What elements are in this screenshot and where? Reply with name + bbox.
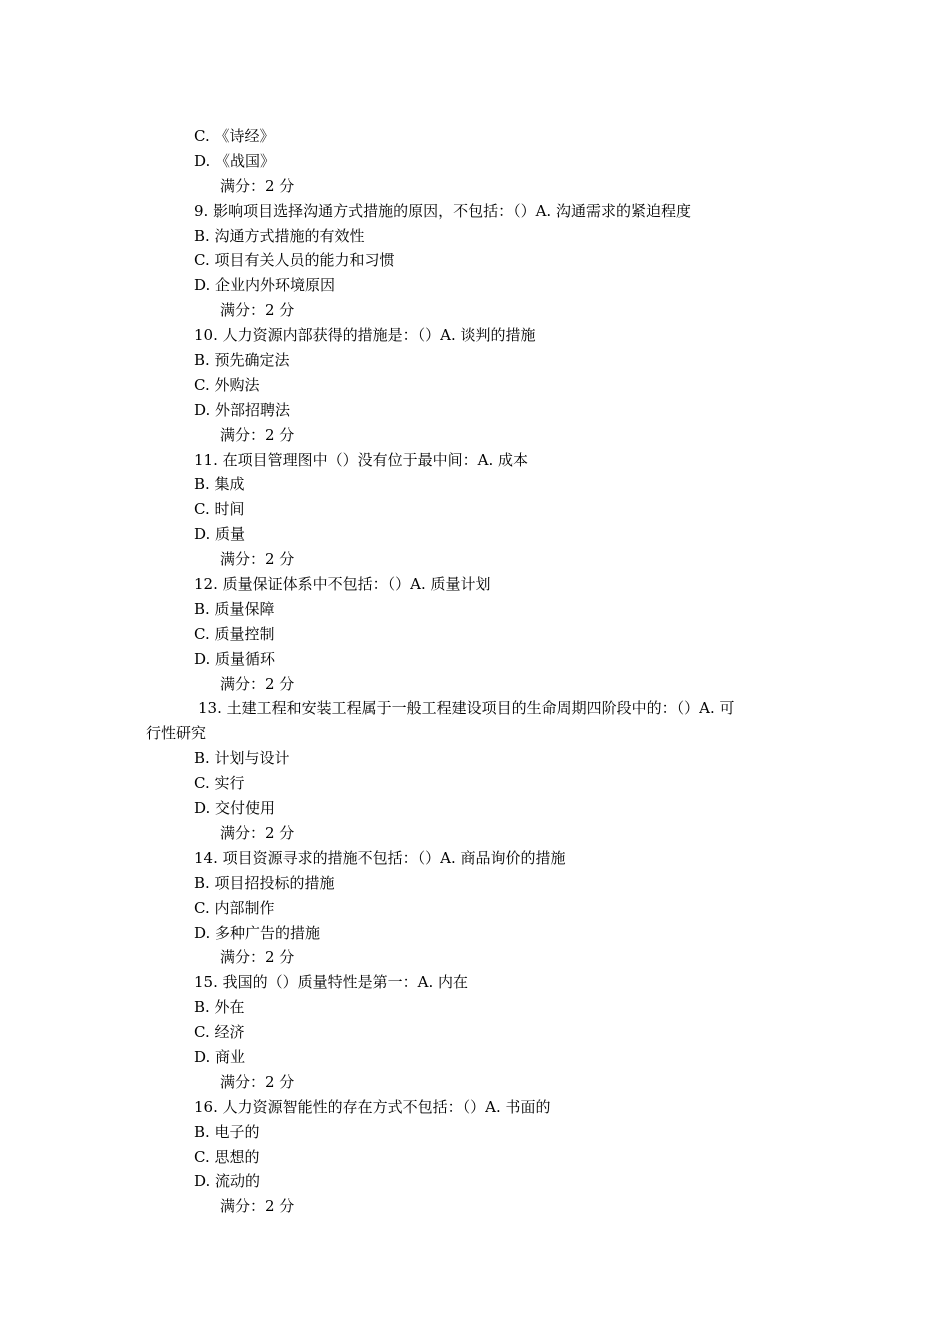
option-c: C. 质量控制 (194, 624, 275, 643)
option-c: C. 外购法 (194, 375, 260, 394)
option-c: C. 项目有关人员的能力和习惯 (194, 251, 395, 270)
option-d: D. 《战国》 (194, 151, 276, 170)
question-11 (0, 448, 950, 572)
option-d: D. 质量 (194, 525, 246, 544)
option-b: B. 外在 (194, 998, 245, 1017)
option-c: C. 内部制作 (194, 898, 275, 917)
score-label: 满分：2 分 (220, 301, 295, 320)
question-16 (0, 1095, 950, 1219)
score-label: 满分：2 分 (220, 823, 295, 842)
option-b: B. 质量保障 (194, 599, 275, 618)
option-d: D. 流动的 (194, 1172, 261, 1191)
question-stem-continuation: 行性研究 (146, 724, 207, 743)
question-stem: 10. 人力资源内部获得的措施是：（）A. 谈判的措施 (194, 326, 536, 345)
question-14 (0, 846, 950, 970)
question-10 (0, 323, 950, 447)
question-8 (0, 124, 950, 199)
option-b: B. 沟通方式措施的有效性 (194, 226, 365, 245)
option-c: C. 时间 (194, 500, 245, 519)
option-d: D. 质量循环 (194, 649, 276, 668)
option-d: D. 外部招聘法 (194, 400, 291, 419)
option-c: C. 《诗经》 (194, 127, 275, 145)
question-13 (0, 696, 950, 845)
question-stem: 9. 影响项目选择沟通方式措施的原因，不包括：（）A. 沟通需求的紧迫程度 (194, 201, 691, 220)
score-label: 满分：2 分 (220, 674, 295, 693)
question-stem: 15. 我国的（）质量特性是第一：A. 内在 (194, 973, 468, 992)
option-d: D. 商业 (194, 1047, 246, 1066)
question-stem: 12. 质量保证体系中不包括：（）A. 质量计划 (194, 575, 491, 594)
score-label: 满分：2 分 (220, 948, 295, 967)
option-b: B. 计划与设计 (194, 749, 290, 768)
score-label: 满分：2 分 (220, 1072, 295, 1091)
question-stem: 16. 人力资源智能性的存在方式不包括：（）A. 书面的 (194, 1097, 551, 1116)
score-label: 满分：2 分 (220, 425, 295, 444)
document-body (0, 124, 950, 1219)
option-d: D. 多种广告的措施 (194, 923, 321, 942)
option-d: D. 企业内外环境原因 (194, 276, 336, 295)
question-15 (0, 970, 950, 1094)
question-stem: 13. 土建工程和安装工程属于一般工程建设项目的生命周期四阶段中的：（）A. 可 (198, 699, 735, 718)
option-b: B. 项目招投标的措施 (194, 873, 335, 892)
question-stem: 11. 在项目管理图中（）没有位于最中间：A. 成本 (194, 450, 528, 469)
question-stem: 14. 项目资源寻求的措施不包括：（）A. 商品询价的措施 (194, 848, 566, 867)
option-b: B. 电子的 (194, 1122, 260, 1141)
question-12 (0, 572, 950, 696)
option-c: C. 实行 (194, 774, 245, 793)
option-c: C. 思想的 (194, 1147, 260, 1166)
option-b: B. 预先确定法 (194, 351, 290, 370)
option-d: D. 交付使用 (194, 799, 276, 818)
score-label: 满分：2 分 (220, 550, 295, 569)
score-label: 满分：2 分 (220, 176, 295, 195)
score-label: 满分：2 分 (220, 1197, 295, 1216)
option-c: C. 经济 (194, 1023, 245, 1042)
option-b: B. 集成 (194, 475, 245, 494)
question-9 (0, 199, 950, 323)
